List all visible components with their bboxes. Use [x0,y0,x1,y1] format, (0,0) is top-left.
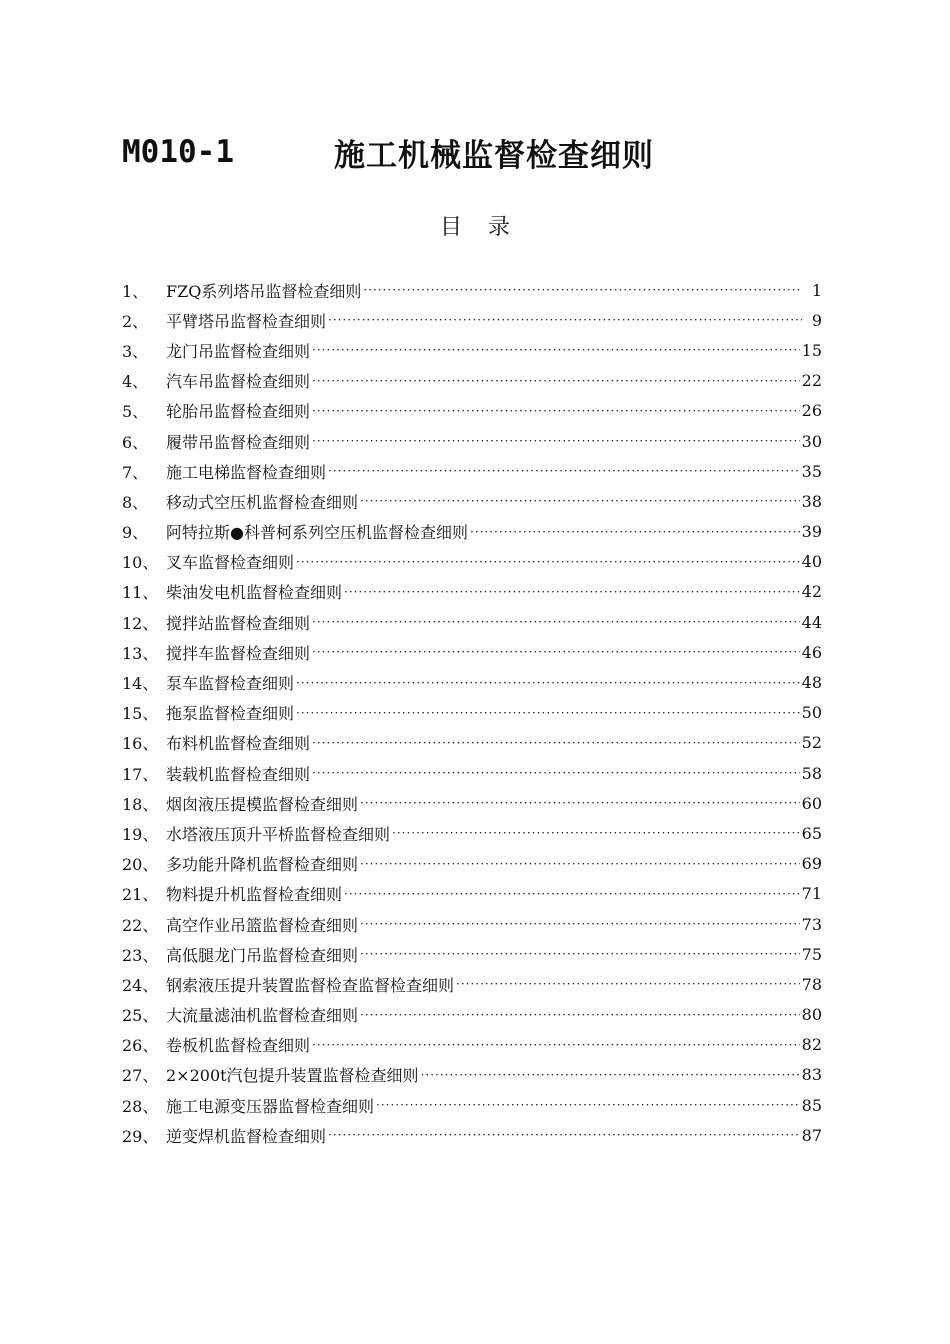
toc-entry[interactable] [122,667,822,697]
toc-dot-leader [312,374,800,388]
toc-entry[interactable] [122,577,822,607]
toc-entry-number: 16、 [122,734,159,754]
toc-entry-title: 大流量滤油机监督检查细则 [166,1006,359,1026]
toc-entry[interactable] [122,366,822,396]
toc-dot-leader [312,645,800,659]
toc-dot-leader [421,1068,800,1082]
toc-entry-title: 烟囱液压提模监督检查细则 [166,794,359,814]
toc-entry-title: FZQ系列塔吊监督检查细则 [166,281,362,301]
toc-entry-title: 高低腿龙门吊监督检查细则 [166,945,359,965]
toc-entry-page: 46 [801,642,822,662]
toc-entry[interactable] [122,396,822,426]
toc-entry-title: 履带吊监督检查细则 [166,432,311,452]
toc-entry-number: 2、 [122,311,149,331]
toc-entry[interactable] [122,1090,822,1120]
toc-entry-title: 拖泵监督检查细则 [166,704,295,724]
toc-entry-title: 施工电源变压器监督检查细则 [166,1096,375,1116]
toc-entry-page: 82 [801,1035,822,1055]
toc-heading: 目录 [439,215,536,240]
toc-entry[interactable] [122,728,822,758]
toc-entry-page: 58 [801,763,822,783]
toc-entry-number: 22、 [122,915,159,935]
toc-entry-title: 柴油发电机监督检查细则 [166,583,343,603]
toc-entry-title: 搅拌车监督检查细则 [166,643,311,663]
toc-entry-title: 布料机监督检查细则 [166,734,311,754]
toc-entry-number: 21、 [122,885,159,905]
toc-dot-leader [296,706,800,720]
toc-entry-page: 1 [811,280,822,300]
table-of-contents [122,275,822,1150]
toc-entry-page: 52 [801,733,822,753]
toc-entry-page: 48 [801,673,822,693]
toc-entry-number: 19、 [122,824,159,844]
toc-entry-number: 27、 [122,1066,159,1086]
toc-entry-title: 水塔液压顶升平桥监督检查细则 [166,824,391,844]
toc-entry-page: 44 [801,612,822,632]
toc-entry[interactable] [122,517,822,547]
toc-entry[interactable] [122,849,822,879]
toc-entry[interactable] [122,547,822,577]
toc-entry-page: 42 [801,582,822,602]
toc-entry-page: 15 [801,340,822,360]
toc-dot-leader [376,1098,800,1112]
toc-entry[interactable] [122,426,822,456]
toc-entry-page: 80 [801,1005,822,1025]
toc-entry[interactable] [122,1030,822,1060]
toc-entry[interactable] [122,698,822,728]
toc-dot-leader [360,1008,800,1022]
toc-entry[interactable] [122,1120,822,1150]
toc-entry-number: 3、 [122,341,149,361]
toc-entry-title: 阿特拉斯●科普柯系列空压机监督检查细则 [166,523,468,543]
toc-entry-page: 73 [801,914,822,934]
toc-entry-number: 10、 [122,553,159,573]
toc-entry[interactable] [122,1060,822,1090]
toc-entry-page: 87 [801,1125,822,1145]
toc-dot-leader [296,555,800,569]
toc-entry-number: 18、 [122,794,159,814]
toc-entry-page: 75 [801,944,822,964]
toc-entry-page: 85 [801,1095,822,1115]
toc-entry-page: 71 [801,884,822,904]
toc-entry-title: 轮胎吊监督检查细则 [166,402,311,422]
toc-entry-title: 2×200t汽包提升装置监督检查细则 [166,1066,419,1086]
toc-entry[interactable] [122,275,822,305]
toc-entry-page: 26 [801,401,822,421]
toc-entry-page: 78 [801,974,822,994]
toc-entry[interactable] [122,335,822,365]
toc-dot-leader [360,947,800,961]
toc-dot-leader [360,917,800,931]
toc-entry-page: 39 [801,522,822,542]
toc-entry-title: 移动式空压机监督检查细则 [166,492,359,512]
toc-entry-page: 69 [801,854,822,874]
toc-entry[interactable] [122,939,822,969]
toc-dot-leader [328,313,802,327]
toc-entry-number: 25、 [122,1006,159,1026]
toc-entry-number: 28、 [122,1096,159,1116]
toc-entry-number: 7、 [122,462,149,482]
toc-entry-page: 50 [801,703,822,723]
toc-dot-leader [296,676,800,690]
toc-entry-title: 汽车吊监督检查细则 [166,372,311,392]
toc-entry[interactable] [122,305,822,335]
toc-entry[interactable] [122,456,822,486]
toc-entry-page: 22 [801,371,822,391]
toc-entry-page: 35 [801,461,822,481]
toc-dot-leader [328,1128,800,1142]
toc-entry[interactable] [122,758,822,788]
toc-entry-page: 30 [801,431,822,451]
toc-dot-leader [312,434,800,448]
toc-dot-leader [312,766,800,780]
toc-dot-leader [312,736,800,750]
toc-entry-number: 24、 [122,975,159,995]
toc-dot-leader [344,585,800,599]
toc-entry-number: 8、 [122,492,149,512]
toc-entry-page: 60 [801,793,822,813]
document-title [122,130,654,174]
toc-entry-title: 高空作业吊篮监督检查细则 [166,915,359,935]
toc-entry-number: 20、 [122,855,159,875]
toc-entry-title: 钢索液压提升装置监督检查监督检查细则 [166,975,455,995]
toc-entry-title: 施工电梯监督检查细则 [166,462,327,482]
toc-entry-number: 23、 [122,945,159,965]
toc-entry-page: 65 [801,823,822,843]
toc-dot-leader [470,525,800,539]
toc-entry-page: 9 [811,310,822,330]
toc-dot-leader [363,283,802,297]
toc-entry-title: 逆变焊机监督检查细则 [166,1126,327,1146]
toc-entry[interactable] [122,879,822,909]
toc-entry-number: 29、 [122,1126,159,1146]
toc-entry-number: 11、 [122,583,159,603]
toc-entry-title: 平臂塔吊监督检查细则 [166,311,327,331]
toc-entry-number: 9、 [122,523,149,543]
toc-dot-leader [392,826,800,840]
toc-dot-leader [360,796,800,810]
toc-entry-number: 12、 [122,613,159,633]
toc-entry-number: 26、 [122,1036,159,1056]
toc-entry[interactable] [122,637,822,667]
toc-entry[interactable] [122,909,822,939]
document-code: M010-1 [122,134,234,170]
document-name: 施工机械监督检查细则 [334,137,654,174]
toc-entry-number: 17、 [122,764,159,784]
toc-entry-title: 叉车监督检查细则 [166,553,295,573]
toc-entry[interactable] [122,486,822,516]
toc-dot-leader [456,977,800,991]
toc-dot-leader [344,887,800,901]
toc-entry-number: 15、 [122,704,159,724]
toc-entry[interactable] [122,607,822,637]
toc-dot-leader [312,1038,800,1052]
toc-entry-number: 13、 [122,643,159,663]
toc-dot-leader [328,464,800,478]
toc-entry-title: 搅拌站监督检查细则 [166,613,311,633]
toc-entry-number: 4、 [122,372,149,392]
toc-entry-number: 14、 [122,674,159,694]
toc-entry-number: 6、 [122,432,149,452]
toc-dot-leader [312,615,800,629]
toc-entry-title: 卷板机监督检查细则 [166,1036,311,1056]
toc-dot-leader [312,404,800,418]
toc-entry-page: 38 [801,491,822,511]
toc-entry-title: 物料提升机监督检查细则 [166,885,343,905]
toc-entry[interactable] [122,969,822,999]
toc-entry-title: 泵车监督检查细则 [166,674,295,694]
toc-dot-leader [360,494,800,508]
toc-entry[interactable] [122,818,822,848]
toc-entry-number: 1、 [122,281,149,301]
toc-entry-title: 多功能升降机监督检查细则 [166,855,359,875]
toc-entry-title: 龙门吊监督检查细则 [166,341,311,361]
toc-dot-leader [360,857,800,871]
toc-entry[interactable] [122,1000,822,1030]
toc-entry-title: 装载机监督检查细则 [166,764,311,784]
toc-entry[interactable] [122,788,822,818]
toc-entry-page: 40 [801,552,822,572]
toc-entry-page: 83 [801,1065,822,1085]
toc-entry-number: 5、 [122,402,149,422]
toc-dot-leader [312,343,800,357]
